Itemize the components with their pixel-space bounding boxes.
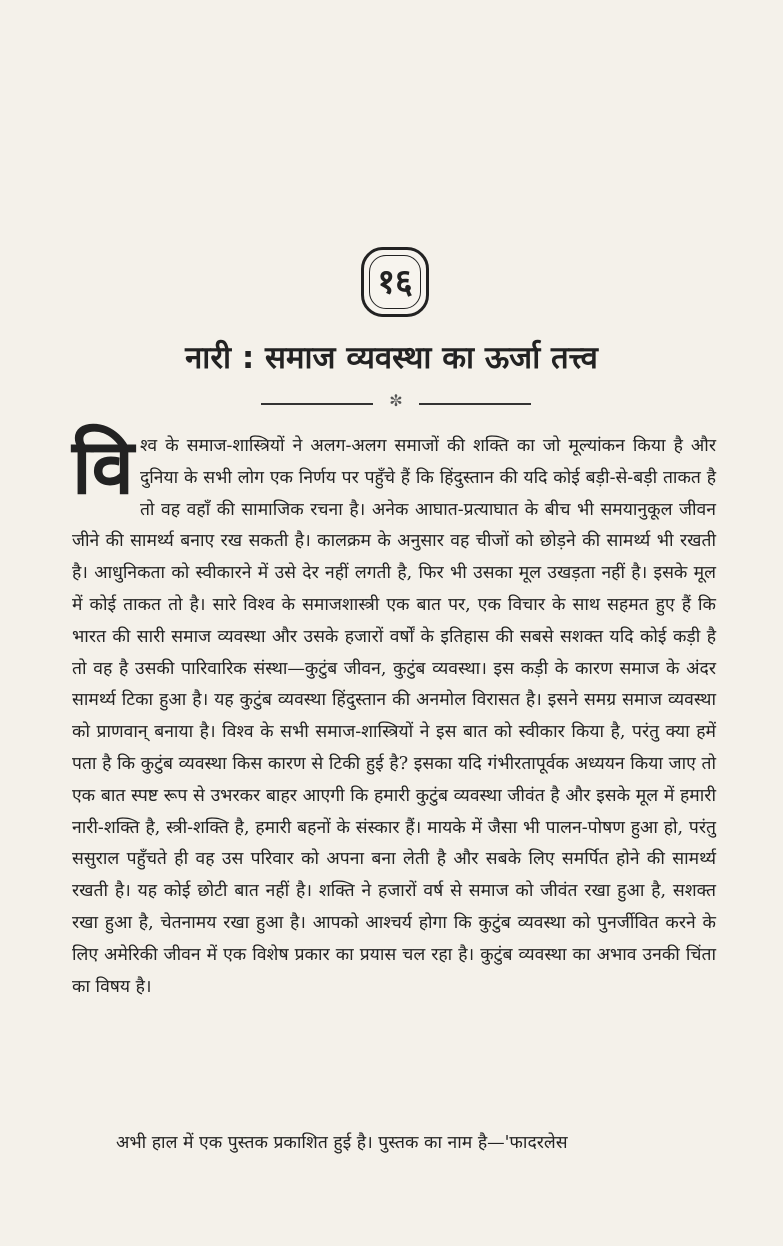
drop-cap: वि [72, 422, 134, 511]
divider-line-right [419, 403, 531, 405]
ornament-star-icon: ✼ [389, 391, 403, 410]
paragraph-1-text: श्व के समाज-शास्त्रियों ने अलग-अलग समाजों की शक्ति का जो मूल्यांकन किया है और दुनिया के सभी लोग एक निर्णय पर पहुँचे हैं कि हिंदुस्तान की यदि कोई बड़ी-से-बड़ी ताकत है तो वह वहाँ की सामाजिक रचना है। अनेक आघात-प्रत्याघात के बीच भी समयानुकूल जीवन जीने की सामर्थ्य बनाए रख सकती है। कालक्रम के अनुसार वह चीजों को छोड़ने की सामर्थ्य भी रखती है। आधुनिकता को स्वीकारने में उसे देर नहीं लगती है, फिर भी उसका मूल उखड़ता नहीं है। इसके मूल में कोई ताकत तो है। सारे विश्व के समाजशास्त्री एक बात पर, एक विचार के साथ सहमत हुए हैं कि भारत की सारी समाज व्यवस्था और उसके हजारों वर्षों के इतिहास की सबसे सशक्त यदि कोई कड़ी है तो वह है उसकी पारिवारिक संस्था—कुटुंब जीवन, कुटुंब व्यवस्था। इस कड़ी के कारण समाज के अंदर सामर्थ्य टिका हुआ है। यह कुटुंब व्यवस्था हिंदुस्तान की अनमोल विरासत है। इसने समग्र समाज व्यवस्था को प्राणवान् बनाया है। विश्व के सभी समाज-शास्त्रियों ने इस बात को स्वीकार किया है, परंतु क्या हमें पता है कि कुटुंब व्यवस्था किस कारण से टिकी हुई है? इसका यदि गंभीरतापूर्वक अध्ययन किया जाए तो एक बात स्पष्ट रूप से उभरकर बाहर आएगी कि हमारी कुटुंब व्यवस्था जीवंत है और इसके मूल में हमारी नारी-शक्ति है, स्त्री-शक्ति है, हमारी बहनों के संस्कार हैं। मायके में जैसा भी पालन-पोषण हुआ हो, परंतु ससुराल पहुँचते ही वह उस परिवार को अपना बना लेती है और सबके लिए समर्पित होने की सामर्थ्य रखती है। यह कोई छोटी बात नहीं है। शक्ति ने हजारों वर्ष से समाज को जीवंत रखा हुआ है, सशक्त रखा हुआ है, चेतनामय रखा हुआ है। आपको आश्चर्य होगा कि कुटुंब व्यवस्था को पुनर्जीवित करने के लिए अमेरिकी जीवन में एक विशेष प्रकार का प्रयास चल रहा है। कुटुंब व्यवस्था का अभाव उनकी चिंता का विषय है। [72, 436, 716, 997]
divider-line-left [261, 403, 373, 405]
chapter-title: नारी : समाज व्यवस्था का ऊर्जा तत्त्व [185, 340, 598, 376]
chapter-number: १६ [377, 262, 413, 302]
chapter-number-badge [361, 247, 429, 317]
body-paragraph-1 [72, 422, 716, 1003]
title-ornament-divider [261, 391, 531, 411]
body-paragraph-2: अभी हाल में एक पुस्तक प्रकाशित हुई है। पुस्तक का नाम है—'फादरलेस [116, 1133, 568, 1153]
